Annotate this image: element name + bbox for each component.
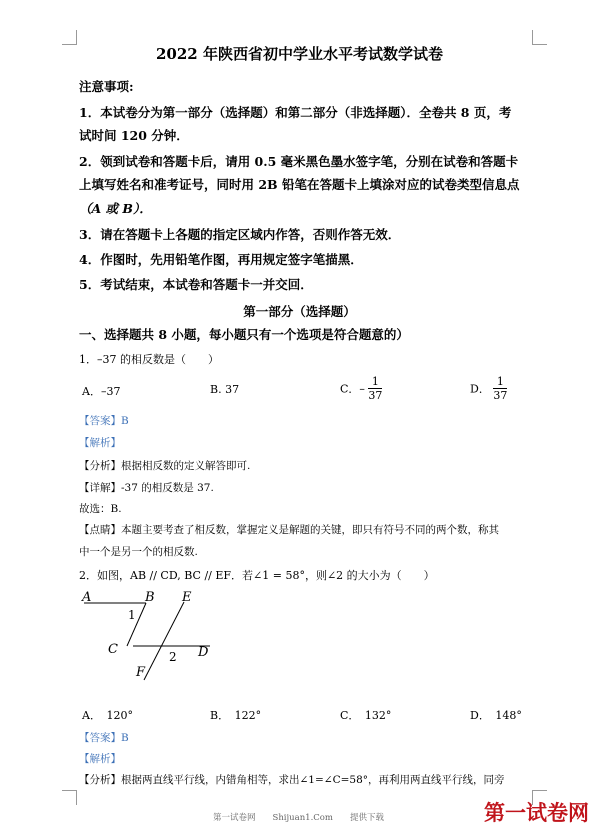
q1-option-d-denominator: 37 (493, 389, 508, 402)
label-e: E (182, 590, 192, 605)
notes-line-5: 5．考试结束，本试卷和答题卡一并交回． (79, 277, 313, 292)
q2-stem: 2．如图，AB // CD, BC // EF．若∠1 = 58°，则∠2 的大小为（ ） (79, 569, 435, 582)
q1-fenxi: 【分析】根据相反数的定义解答即可. (79, 460, 251, 472)
notes-heading: 注意事项: (79, 79, 134, 94)
footer-source-text: 第一试卷网 Shijuan1.Com 提供下载 (213, 813, 384, 823)
notes-line-3: 3．请在答题卡上各题的指定区域内作答，否则作答无效． (79, 227, 401, 242)
brand-logo-text: 第一试卷网 (484, 801, 589, 825)
q1-option-c-fraction (368, 375, 382, 402)
q2-fenxi: 【分析】根据两直线平行线，内错角相等，求出∠1=∠C=58°，再利用两直线平行线，同旁 (79, 774, 505, 786)
q1-option-d-numerator: 1 (493, 375, 507, 389)
q1-option-b: B. 37 (210, 383, 240, 396)
q2-analysis-tag: 【解析】 (79, 753, 121, 765)
q2-geometry-figure (78, 588, 228, 688)
page-title: 2022 年陕西省初中学业水平考试数学试卷 (156, 45, 443, 63)
q2-answer: 【答案】B (79, 732, 129, 744)
q1-dianjing-line1: 【点睛】本题主要考查了相反数，掌握定义是解题的关键，即只有符号不同的两个数，称其 (79, 524, 499, 536)
q1-dianjing-line2: 中一个是另一个的相反数. (79, 546, 198, 558)
q1-stem: 1．–37 的相反数是（ ） (79, 353, 219, 366)
q1-option-a: A．–37 (82, 385, 121, 398)
label-f: F (136, 665, 146, 680)
label-angle-2: 2 (169, 650, 177, 664)
q1-analysis-tag: 【解析】 (79, 437, 121, 449)
q2-option-d: D． 148° (470, 709, 522, 722)
section-heading: 一、选择题共 8 小题，每小题只有一个选项是符合题意的） (79, 327, 409, 342)
q1-option-d (470, 375, 507, 402)
q1-option-c-label: C．– (340, 382, 365, 396)
line-ef (144, 602, 184, 680)
label-angle-1: 1 (128, 608, 136, 622)
q2-option-a: A． 120° (82, 709, 133, 722)
label-b: B (145, 590, 155, 605)
q1-option-d-fraction (493, 375, 507, 402)
notes-line-1a: 1．本试卷分为第一部分（选择题）和第二部分（非选择题）．全卷共 8 页，考 (79, 105, 512, 120)
label-d: D (198, 645, 209, 660)
q1-option-c (340, 375, 382, 402)
q1-guxuan: 故选：B. (79, 503, 122, 515)
q2-option-b: B． 122° (210, 709, 262, 722)
q1-option-c-denominator: 37 (368, 389, 383, 402)
part-title: 第一部分（选择题） (243, 304, 356, 319)
notes-line-2b: 上填写姓名和准考证号，同时用 2B 铅笔在答题卡上填涂对应的试卷类型信息点 (79, 177, 520, 192)
notes-line-2a: 2．领到试卷和答题卡后，请用 0.5 毫米黑色墨水签字笔，分别在试卷和答题卡 (79, 154, 519, 169)
label-a: A (82, 590, 92, 605)
notes-line-4: 4．作图时，先用铅笔作图，再用规定签字笔描黑． (79, 252, 363, 267)
q1-xiangjie: 【详解】-37 的相反数是 37. (79, 482, 214, 494)
label-c: C (108, 642, 118, 657)
q1-option-c-numerator: 1 (368, 375, 382, 389)
notes-line-1b: 试时间 120 分钟． (79, 128, 189, 143)
q1-option-d-label: D． (470, 382, 490, 396)
notes-line-2c: （A 或 B）． (79, 201, 152, 216)
q1-answer: 【答案】B (79, 415, 129, 427)
corner-mark-bottom-left (62, 790, 77, 805)
q2-option-c: C． 132° (340, 709, 392, 722)
